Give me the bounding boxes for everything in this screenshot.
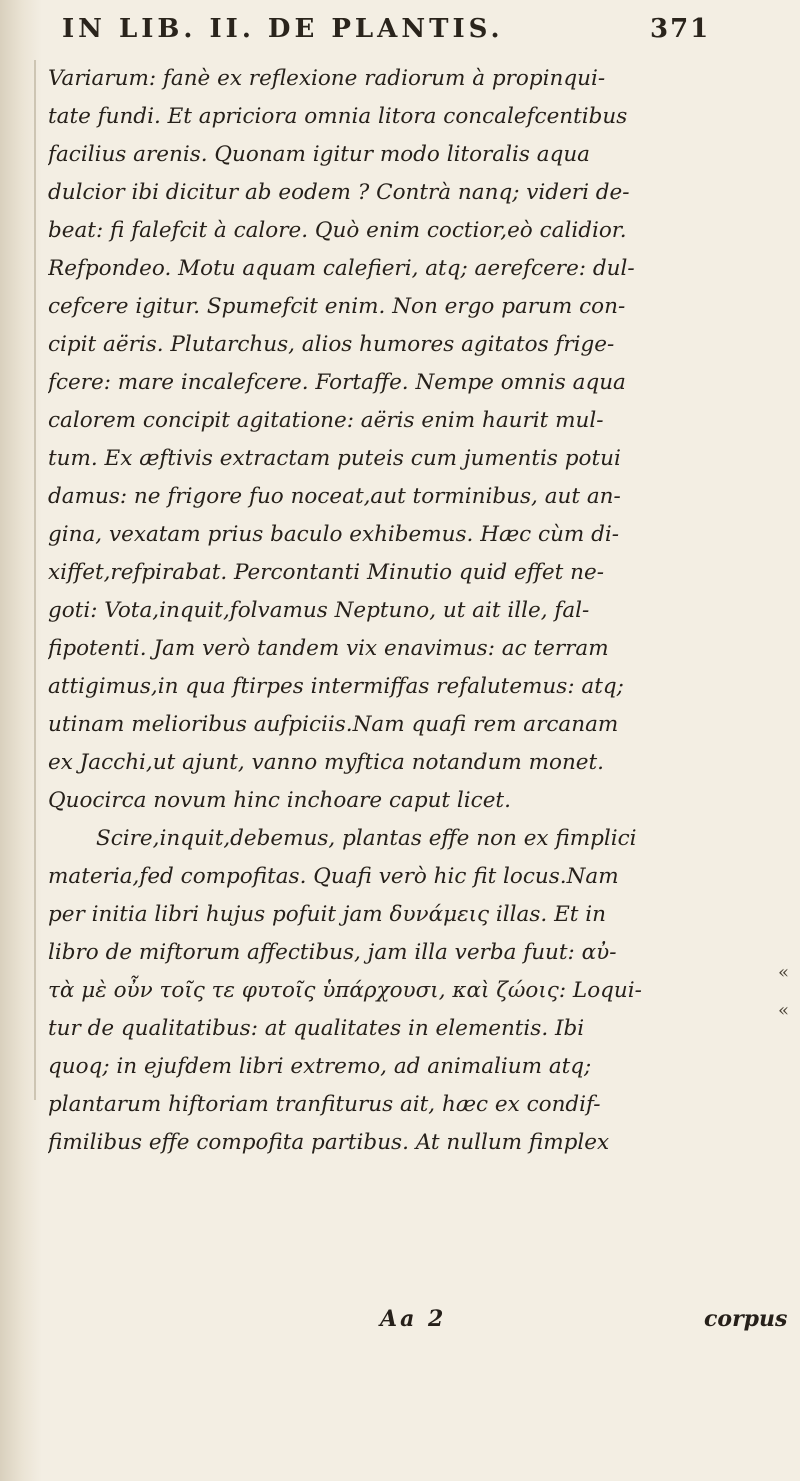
page-header bbox=[62, 14, 782, 50]
text-line: facilius arenis. Quonam igitur modo litoralis aqua bbox=[48, 142, 590, 167]
text-line: per initia libri hujus pofuit jam δυνάμεις illas. Et in bbox=[48, 902, 606, 927]
text-line: Refpondeo. Motu aquam calefieri, atq; aerefcere: dul- bbox=[48, 256, 635, 281]
text-line: tum. Ex æftivis extractam puteis cum jumentis potui bbox=[48, 446, 621, 471]
gutter-shadow-line bbox=[34, 60, 36, 1100]
text-line: tur de qualitatibus: at qualitates in elementis. Ibi bbox=[48, 1016, 585, 1041]
quotation-mark: « bbox=[778, 1000, 790, 1021]
running-title: IN LIB. II. DE PLANTIS. bbox=[62, 14, 504, 44]
binding-gutter bbox=[0, 0, 42, 1481]
text-line: libro de miftorum affectibus, jam illa verba fuut: αὐ- bbox=[48, 940, 617, 965]
text-line: cefcere igitur. Spumefcit enim. Non ergo parum con- bbox=[48, 294, 626, 319]
text-line: dulcior ibi dicitur ab eodem ? Contrà nanq; videri de- bbox=[48, 180, 630, 205]
text-line: materia,fed compofitas. Quafi verò hic fit locus.Nam bbox=[48, 864, 619, 889]
text-line: gina, vexatam prius baculo exhibemus. Hæc cùm di- bbox=[48, 522, 620, 547]
text-line: ex Jacchi,ut ajunt, vanno myftica notandum monet. bbox=[48, 750, 605, 775]
text-line: fcere: mare incalefcere. Fortaffe. Nempe omnis aqua bbox=[48, 370, 626, 395]
text-line: attigimus,in qua ftirpes intermiffas refalutemus: atq; bbox=[48, 674, 624, 699]
text-line: plantarum hiftoriam tranfiturus ait, hæc ex condif- bbox=[48, 1092, 601, 1117]
body-text bbox=[48, 60, 778, 1162]
text-line: cipit aëris. Plutarchus, alios humores agitatos frige- bbox=[48, 332, 615, 357]
text-line: utinam melioribus aufpiciis.Nam quafi rem arcanam bbox=[48, 712, 619, 737]
text-line: beat: fi falefcit à calore. Quò enim coctior,eò calidior. bbox=[48, 218, 627, 243]
page-number: 371 bbox=[650, 14, 711, 44]
text-line: Quocirca novum hinc inchoare caput licet. bbox=[48, 788, 511, 813]
quotation-margin-marks bbox=[778, 954, 789, 1030]
signature-mark: Aa 2 bbox=[380, 1306, 447, 1332]
text-line: Variarum: fanè ex reflexione radiorum à propinqui- bbox=[48, 66, 606, 91]
text-line: calorem concipit agitatione: aëris enim haurit mul- bbox=[48, 408, 604, 433]
text-line: damus: ne frigore fuo noceat,aut torminibus, aut an- bbox=[48, 484, 621, 509]
text-line: goti: Vota,inquit,folvamus Neptuno, ut ait ille, fal- bbox=[48, 598, 590, 623]
text-line: xiffet,refpirabat. Percontanti Minutio quid effet ne- bbox=[48, 560, 604, 585]
text-line: fipotenti. Jam verò tandem vix enavimus: ac terram bbox=[48, 636, 609, 661]
text-line: quoq; in ejufdem libri extremo, ad animalium atq; bbox=[48, 1054, 592, 1079]
greek-text-line: τὰ μὲ οὖν τοῖς τε φυτοῖς ὑπάρχουσι, καὶ ζώοις: Loqui- bbox=[48, 978, 642, 1003]
quotation-mark: « bbox=[778, 962, 790, 983]
paragraph-start-line: Scire,inquit,debemus, plantas effe non ex fimplici bbox=[96, 826, 637, 851]
catchword: corpus bbox=[704, 1306, 788, 1332]
text-line: tate fundi. Et apriciora omnia litora concalefcentibus bbox=[48, 104, 628, 129]
page-footer bbox=[0, 1306, 800, 1344]
text-line: fimilibus effe compofita partibus. At nullum fimplex bbox=[48, 1130, 610, 1155]
